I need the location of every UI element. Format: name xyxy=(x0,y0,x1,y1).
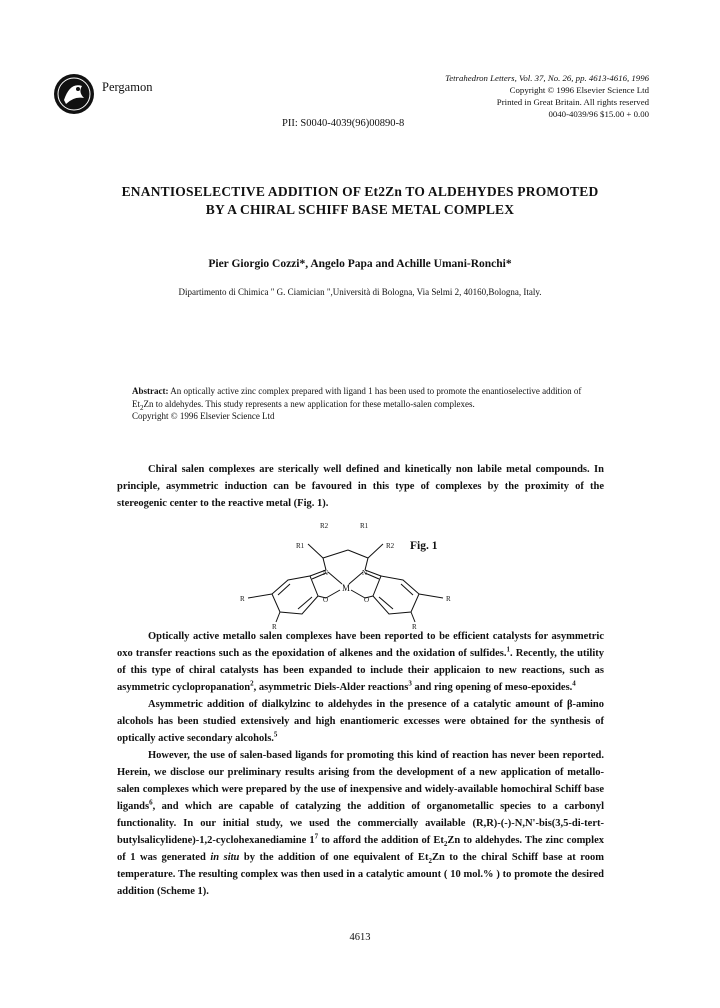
label-n-left: N xyxy=(323,569,329,577)
affiliation: Dipartimento di Chimica " G. Ciamician ",Università di Bologna, Via Selmi 2, 40160,Bologna, Italy. xyxy=(178,287,542,297)
paragraph-4 xyxy=(117,747,604,900)
label-metal: M xyxy=(342,583,351,593)
label-r-bottom-left: R xyxy=(272,623,277,630)
p2-b: . Recently, the utility of this type of chiral catalysts has been expanded to include their applicaion to new reactions, such as asymmetric cyclopropanation xyxy=(117,648,604,693)
p2-d: and ring opening of meso-epoxides. xyxy=(411,682,573,693)
p4-sub-1: 2 xyxy=(443,840,448,849)
title-line-1: ENANTIOSELECTIVE ADDITION OF Et2Zn TO ALDEHYDES PROMOTED xyxy=(121,184,599,199)
label-o-right: O xyxy=(364,596,370,604)
issn-price: 0040-4039/96 $15.00 + 0.00 xyxy=(548,109,649,119)
p4-c: to afford the addition of Et xyxy=(318,835,444,846)
ref-1: 1 xyxy=(506,645,511,654)
ref-7: 7 xyxy=(314,832,319,841)
abstract-label: Abstract: xyxy=(132,386,169,396)
label-r2-right: R2 xyxy=(386,542,395,550)
p4-in-situ: in situ xyxy=(210,852,240,863)
title-line-2: BY A CHIRAL SCHIFF BASE METAL COMPLEX xyxy=(205,202,515,217)
paper-title xyxy=(60,183,660,219)
label-o-left: O xyxy=(323,596,329,604)
paragraph-1 xyxy=(117,461,604,512)
p3-a: Asymmetric addition of dialkylzinc to aldehydes in the presence of a catalytic amount of β-amino alcohols has been studied extensively and high enantiomeric excesses were obtained for the synthesis of optically active secondary alcohols. xyxy=(117,699,604,744)
copyright-line: Copyright © 1996 Elsevier Science Ltd xyxy=(509,85,649,95)
label-n-right: N xyxy=(362,569,368,577)
p2-a: Optically active metallo salen complexes have been reported to be efficient catalysts for asymmetric oxo transfer reactions such as the epoxidation of alkenes and the oxidation of sulfides. xyxy=(117,631,604,659)
p2-c: , asymmetric Diels-Alder reactions xyxy=(253,682,409,693)
paragraph-2 xyxy=(117,628,604,696)
ref-6: 6 xyxy=(149,798,153,807)
paragraph-3 xyxy=(117,696,604,747)
pergamon-logo xyxy=(52,72,96,116)
p4-d: Zn to aldehydes. The zinc complex of 1 was generated xyxy=(117,835,604,863)
ref-5: 5 xyxy=(273,730,278,739)
label-r1-right: R1 xyxy=(360,522,369,530)
abstract-copyright: Copyright © 1996 Elsevier Science Ltd xyxy=(132,411,275,421)
ref-4: 4 xyxy=(572,679,576,688)
abstract-sub: 2 xyxy=(140,403,144,412)
p4-b: , and which are capable of catalyzing the addition of organometallic species to a carbonyl functionality. In our initial study, we used the commercially available (R,R)-(-)-N,N'-bis(3,5-di-tert-butylsalicylidene)-1,2-cyclohexanediamine 1 xyxy=(117,801,604,846)
ref-2: 2 xyxy=(250,679,254,688)
figure-1-structure xyxy=(228,518,468,630)
label-r-bottom-right: R xyxy=(412,623,417,630)
ref-3: 3 xyxy=(408,679,412,688)
abstract-text-a: An optically active zinc complex prepared with ligand 1 has been used to promote the enantioselective addition of Et xyxy=(132,386,582,409)
authors: Pier Giorgio Cozzi*, Angelo Papa and Achille Umani-Ronchi* xyxy=(208,258,512,270)
printed-line: Printed in Great Britain. All rights reserved xyxy=(496,97,649,107)
paragraph-1-text: Chiral salen complexes are sterically well defined and kinetically non labile metal compounds. In principle, asymmetric induction can be favoured in this type of complexes by the proximity of the stereogenic center to the reactive metal (Fig. 1). xyxy=(117,464,604,509)
journal-info xyxy=(289,72,649,120)
label-r-far-right: R xyxy=(446,595,451,603)
p4-sub-2: 2 xyxy=(428,857,432,866)
publisher-name: Pergamon xyxy=(102,80,153,94)
p4-e: by the addition of one equivalent of Et xyxy=(239,852,429,863)
body-paragraphs xyxy=(117,628,604,900)
p4-f: Zn to the chiral Schiff base at room temperature. The resulting complex was then used in a catalytic amount ( 10 mol.% ) to promote the desired addition (Scheme 1). xyxy=(117,852,604,897)
label-r1-left: R1 xyxy=(296,542,305,550)
abstract-text-b: Zn to aldehydes. This study represents a new application for these metallo-salen complexes. xyxy=(143,398,475,409)
abstract xyxy=(132,385,602,423)
journal-citation: Tetrahedron Letters, Vol. 37, No. 26, pp. 4613-4616, 1996 xyxy=(445,73,649,83)
page-number: 4613 xyxy=(349,932,371,943)
label-r-far-left: R xyxy=(240,595,245,603)
pii-identifier: PII: S0040-4039(96)00890-8 xyxy=(282,118,405,129)
label-r2-left: R2 xyxy=(320,522,329,530)
p4-a: However, the use of salen-based ligands for promoting this kind of reaction has never been reported. Herein, we disclose our preliminary results arising from the development of a new application of metallo-salen complexes which were prepared by the use of inexpensive and widely-available homochiral Schiff base ligands xyxy=(117,750,604,812)
figure-1-label: Fig. 1 xyxy=(410,540,438,552)
